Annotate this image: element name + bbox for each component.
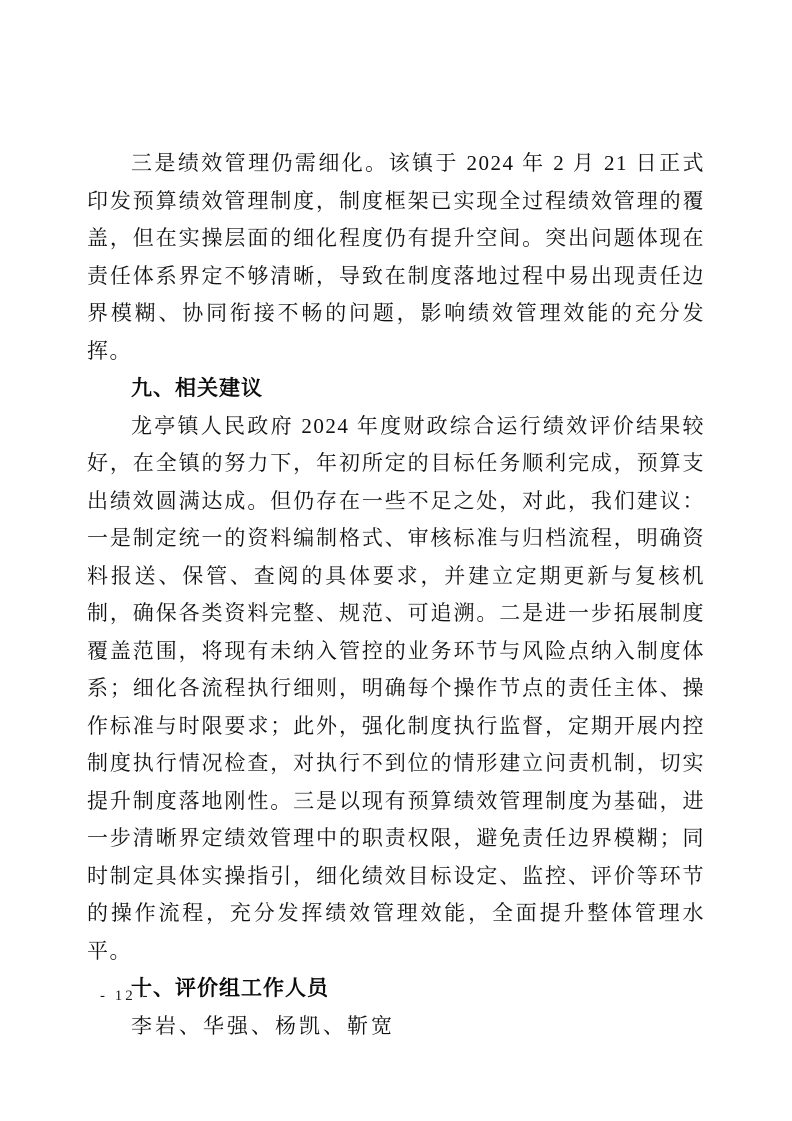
page-content (87, 145, 705, 1045)
page-number: - 12 - (100, 988, 151, 1004)
heading-section-ten-evaluation-staff: 十、评价组工作人员 (131, 977, 329, 1000)
heading-section-nine-recommendations: 九、相关建议 (131, 377, 263, 400)
paragraph-performance-refinement: 三是绩效管理仍需细化。该镇于 2024 年 2 月 21 日正式印发预算绩效管理制度，制度框架已实现全过程绩效管理的覆盖，但在实操层面的细化程度仍有提升空间。突出问题体现在责任体系界定不够清晰，导致在制度落地过程中易出现责任边界模糊、协同衔接不畅的问题，影响绩效管理效能的充分发挥。 (87, 151, 705, 363)
paragraph-staff-names: 李岩、华强、杨凯、靳宽 (131, 1013, 395, 1038)
paragraph-recommendations: 龙亭镇人民政府 2024 年度财政综合运行绩效评价结果较好，在全镇的努力下，年初所定的目标任务顺利完成，预算支出绩效圆满达成。但仍存在一些不足之处，对此，我们建议：一是制定统一的资料编制格式、审核标准与归档流程，明确资料报送、保管、查阅的具体要求，并建立定期更新与复核机制，确保各类资料完整、规范、可追溯。二是进一步拓展制度覆盖范围，将现有未纳入管控的业务环节与风险点纳入制度体系；细化各流程执行细则，明确每个操作节点的责任主体、操作标准与时限要求；此外，强化制度执行监督，定期开展内控制度执行情况检查，对执行不到位的情形建立问责机制，切实提升制度落地刚性。三是以现有预算绩效管理制度为基础，进一步清晰界定绩效管理中的职责权限，避免责任边界模糊；同时制定具体实操指引，细化绩效目标设定、监控、评价等环节的操作流程，充分发挥绩效管理效能，全面提升整体管理水平。 (87, 413, 705, 963)
